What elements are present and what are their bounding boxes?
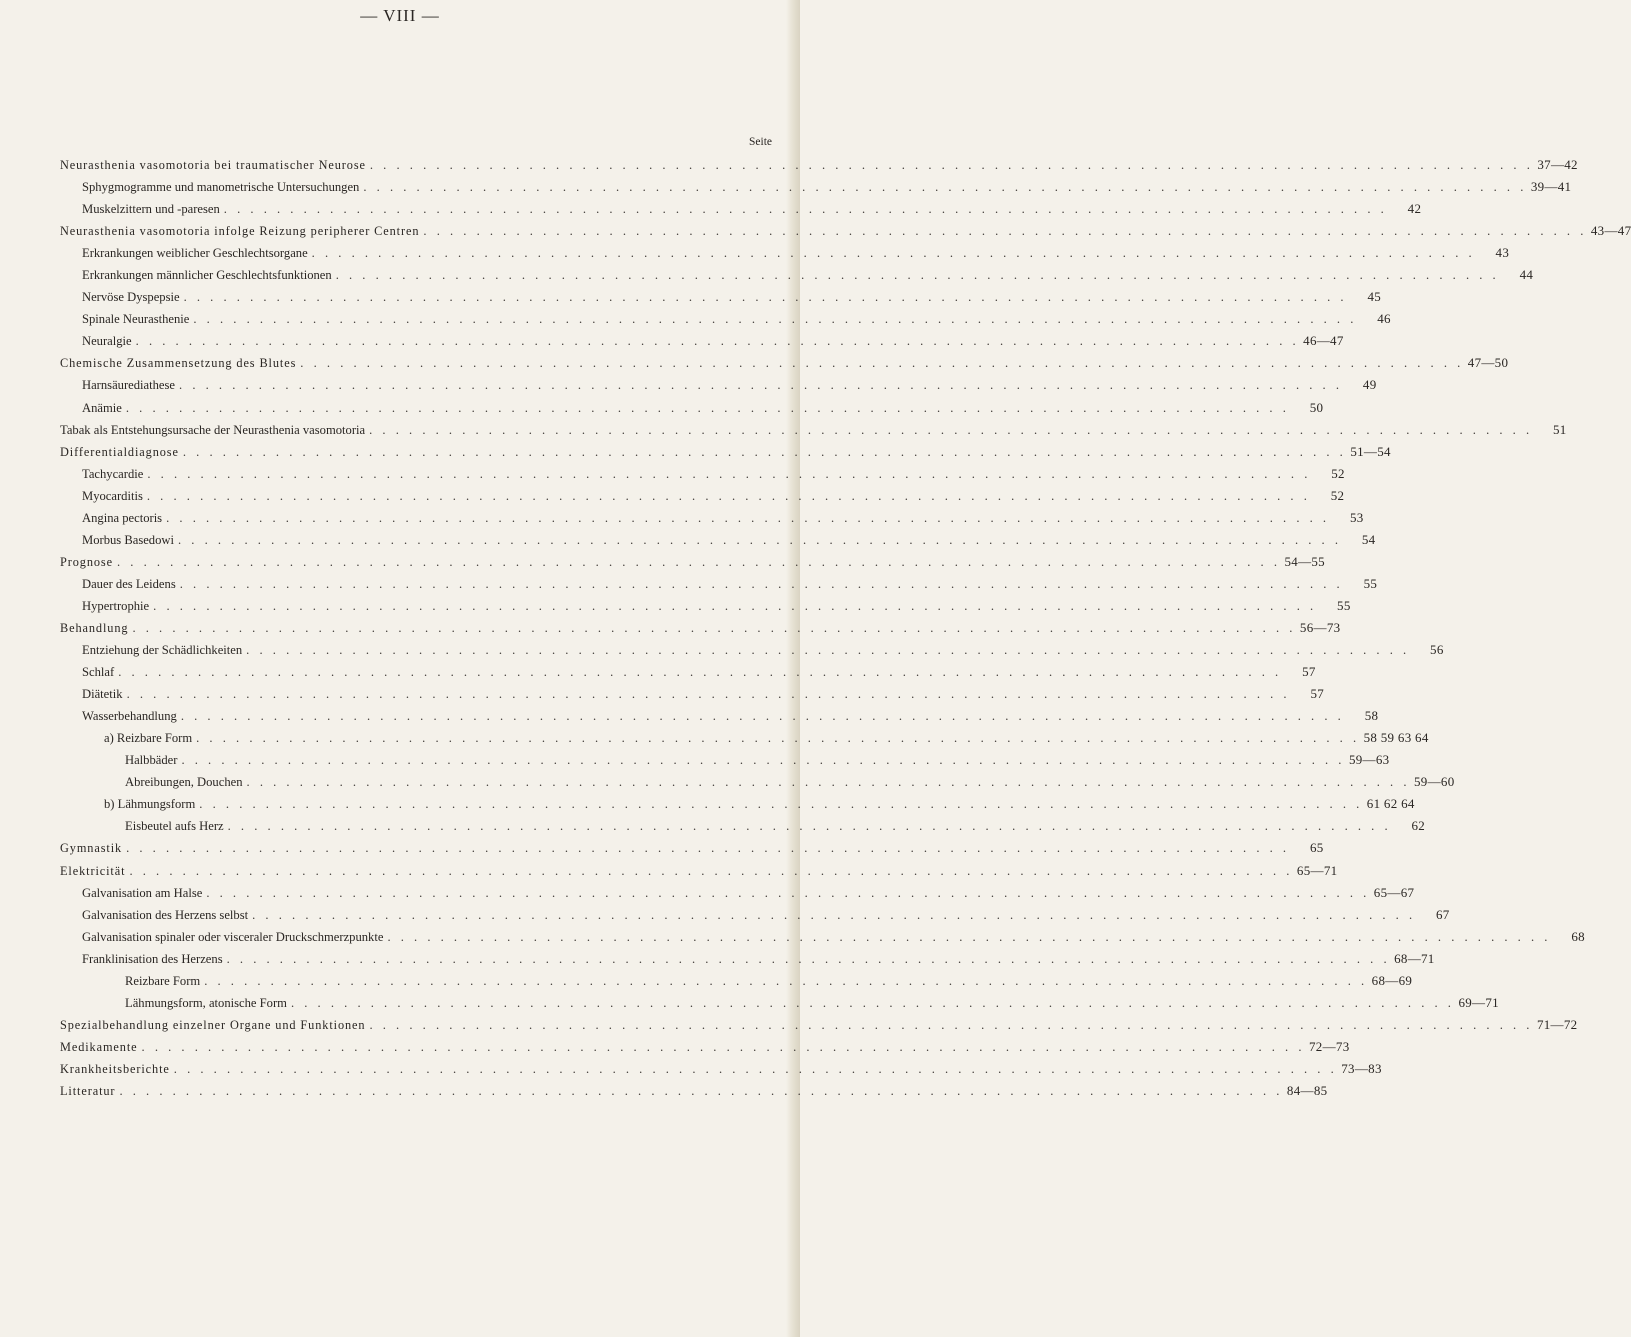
toc-entry-title: Galvanisation am Halse bbox=[82, 885, 203, 900]
toc-entry bbox=[60, 595, 1351, 617]
toc-entry-page: 68—69 bbox=[1371, 972, 1413, 988]
toc-entry-page: 55 bbox=[1363, 575, 1378, 591]
dot-leader bbox=[369, 1014, 1532, 1036]
toc-entry-page: 44 bbox=[1519, 267, 1534, 283]
toc-entry-title: Neuralgie bbox=[82, 334, 132, 349]
toc-entry bbox=[60, 617, 1341, 639]
toc-entry-page: 43 bbox=[1495, 245, 1510, 261]
toc-entry bbox=[60, 639, 1444, 661]
toc-entry-title: Spinale Neurasthenie bbox=[82, 312, 190, 327]
toc-entry-title: Eisbeutel aufs Herz bbox=[125, 819, 224, 834]
toc-entry-page: 56 bbox=[1430, 642, 1444, 658]
toc-entry bbox=[60, 308, 1391, 330]
dot-leader bbox=[118, 661, 1281, 683]
toc-entry-title: Harnsäurediathese bbox=[82, 378, 176, 393]
dot-leader bbox=[136, 330, 1299, 352]
toc-entry bbox=[60, 330, 1344, 352]
toc-entry-page: 72—73 bbox=[1309, 1038, 1350, 1054]
toc-entry bbox=[60, 837, 1324, 859]
toc-entry bbox=[60, 970, 1413, 992]
toc-entry-title: Litteratur bbox=[60, 1083, 116, 1098]
toc-entry-title: Angina pectoris bbox=[82, 510, 163, 525]
toc-entry bbox=[60, 1014, 1578, 1036]
toc-entry-title: Elektricität bbox=[60, 863, 126, 878]
toc-entry bbox=[60, 793, 1415, 815]
toc-entry-page: 68—71 bbox=[1394, 950, 1435, 966]
toc-entry-title: Morbus Basedowi bbox=[82, 532, 174, 547]
toc-entry-title: Neurasthenia vasomotoria infolge Reizung peripherer Centren bbox=[60, 224, 420, 239]
dot-leader bbox=[204, 970, 1367, 992]
toc-entry-title: Prognose bbox=[60, 554, 113, 569]
toc-entry-page: 56—73 bbox=[1299, 619, 1341, 635]
dot-leader bbox=[142, 1036, 1305, 1058]
toc-entry-title: Sphygmogramme und manometrische Untersuchungen bbox=[82, 180, 360, 195]
toc-entry bbox=[60, 485, 1345, 507]
dot-leader bbox=[387, 926, 1550, 948]
toc-entry bbox=[60, 948, 1435, 970]
toc-entry bbox=[60, 882, 1415, 904]
toc-entry-title: Tabak als Entstehungsursache der Neurasthenia vasomotoria bbox=[60, 422, 366, 437]
toc-entry-page: 84—85 bbox=[1286, 1082, 1328, 1098]
toc-entry-page: 65—71 bbox=[1296, 862, 1338, 878]
toc-entry-page: 47—50 bbox=[1467, 355, 1509, 371]
toc-entry bbox=[60, 683, 1325, 705]
toc-entry-page: 46—47 bbox=[1303, 333, 1344, 349]
toc-entry bbox=[60, 374, 1377, 396]
toc-entry bbox=[60, 705, 1379, 727]
toc-entry bbox=[60, 860, 1338, 882]
dot-leader bbox=[423, 220, 1586, 242]
toc-entry-title: Hypertrophie bbox=[82, 598, 150, 613]
dot-leader bbox=[117, 551, 1280, 573]
toc-entry bbox=[60, 419, 1567, 441]
dot-leader bbox=[153, 595, 1316, 617]
dot-leader bbox=[312, 242, 1475, 264]
toc-entry-page: 58 59 63 64 bbox=[1363, 730, 1429, 746]
toc-entry-title: Gymnastik bbox=[60, 841, 123, 856]
toc-entry bbox=[60, 992, 1499, 1014]
dot-leader bbox=[127, 683, 1290, 705]
toc-entry-title: Muskelzittern und -paresen bbox=[82, 202, 220, 217]
dot-leader bbox=[300, 352, 1463, 374]
toc-entry bbox=[60, 242, 1510, 264]
toc-entry bbox=[60, 264, 1534, 286]
toc-entry-page: 51 bbox=[1553, 421, 1567, 437]
toc-entry bbox=[60, 1058, 1382, 1080]
toc-entry bbox=[60, 529, 1376, 551]
dot-leader bbox=[180, 573, 1343, 595]
toc-entry-page: 71—72 bbox=[1536, 1016, 1578, 1032]
toc-entry-title: Krankheitsberichte bbox=[60, 1061, 170, 1076]
dot-leader bbox=[369, 419, 1532, 441]
toc-entry-page: 68 bbox=[1571, 928, 1585, 944]
dot-leader bbox=[181, 705, 1344, 727]
toc-entry-title: b) Lähmungsform bbox=[104, 797, 196, 812]
dot-leader bbox=[363, 176, 1526, 198]
toc-entry bbox=[60, 1080, 1328, 1102]
toc-entry bbox=[60, 441, 1391, 463]
toc-entry-title: Entziehung der Schädlichkeiten bbox=[82, 643, 243, 658]
toc-entry-title: Galvanisation des Herzens selbst bbox=[82, 907, 249, 922]
toc-entry bbox=[60, 176, 1572, 198]
toc-entry bbox=[60, 507, 1364, 529]
toc-entry bbox=[60, 749, 1390, 771]
dot-leader bbox=[291, 992, 1454, 1014]
toc-entry-title: Franklinisation des Herzens bbox=[82, 951, 223, 966]
toc-entry-page: 52 bbox=[1331, 465, 1345, 481]
toc-entry-page: 61 62 64 bbox=[1366, 796, 1415, 812]
toc-entry-page: 59—60 bbox=[1414, 774, 1455, 790]
toc-entry-page: 67 bbox=[1436, 906, 1450, 922]
toc-entry-page: 65 bbox=[1309, 840, 1324, 856]
toc-entry-title: Abreibungen, Douchen bbox=[125, 775, 243, 790]
toc-entry-title: Reizbare Form bbox=[125, 973, 201, 988]
toc-entry bbox=[60, 904, 1450, 926]
toc-entry bbox=[60, 220, 1631, 242]
toc-entry-page: 45 bbox=[1367, 289, 1382, 305]
toc-entry-title: Erkrankungen männlicher Geschlechtsfunktionen bbox=[82, 268, 332, 283]
dot-leader bbox=[132, 617, 1295, 639]
toc-entry-page: 59—63 bbox=[1348, 752, 1390, 768]
toc-entry bbox=[60, 771, 1455, 793]
dot-leader bbox=[166, 507, 1329, 529]
toc-entry-page: 53 bbox=[1349, 509, 1364, 525]
dot-leader bbox=[228, 815, 1391, 837]
toc-entry bbox=[60, 154, 1578, 176]
toc-entry-page: 54 bbox=[1361, 531, 1376, 547]
toc-entry bbox=[60, 727, 1429, 749]
dot-leader bbox=[252, 904, 1415, 926]
dot-leader bbox=[119, 1080, 1282, 1102]
toc-entry-title: Dauer des Leidens bbox=[82, 576, 176, 591]
dot-leader bbox=[336, 264, 1499, 286]
dot-leader bbox=[178, 529, 1341, 551]
toc-entry-title: Myocarditis bbox=[82, 488, 143, 503]
toc-entry bbox=[60, 198, 1422, 220]
dot-leader bbox=[370, 154, 1533, 176]
toc-entry bbox=[60, 463, 1345, 485]
toc-entry-title: Wasserbehandlung bbox=[82, 709, 177, 724]
toc-entry-title: Schlaf bbox=[82, 665, 115, 680]
toc-entry-title: Neurasthenia vasomotoria bei traumatischer Neurose bbox=[60, 158, 366, 172]
toc-entry-page: 65—67 bbox=[1373, 884, 1415, 900]
dot-leader bbox=[129, 860, 1292, 882]
toc-entry-title: Diätetik bbox=[82, 687, 123, 702]
toc-entry-title: a) Reizbare Form bbox=[104, 731, 193, 746]
toc-entry-page: 57 bbox=[1302, 664, 1316, 680]
toc-entry-page: 55 bbox=[1337, 597, 1351, 613]
dot-leader bbox=[193, 308, 1356, 330]
running-header: — VIII — bbox=[360, 6, 440, 25]
toc-entry-title: Differentialdiagnose bbox=[60, 444, 179, 459]
dot-leader bbox=[224, 198, 1387, 220]
toc-entry-title: Medikamente bbox=[60, 1039, 138, 1054]
dot-leader bbox=[227, 948, 1390, 970]
dot-leader bbox=[196, 727, 1359, 749]
dot-leader bbox=[126, 397, 1289, 419]
toc-entry-page: 50 bbox=[1309, 399, 1324, 415]
toc-entry-page: 58 bbox=[1364, 708, 1379, 724]
toc-entry-title: Lähmungsform, atonische Form bbox=[125, 995, 287, 1010]
toc-entry bbox=[60, 286, 1382, 308]
dot-leader bbox=[199, 793, 1362, 815]
toc-entry bbox=[60, 573, 1378, 595]
toc-entry bbox=[60, 397, 1324, 419]
dot-leader bbox=[147, 463, 1310, 485]
toc-entry-page: 43—47 bbox=[1590, 223, 1631, 239]
toc-entry bbox=[60, 926, 1585, 948]
toc-entry-title: Behandlung bbox=[60, 620, 129, 635]
dot-leader bbox=[126, 837, 1289, 859]
toc-entry-page: 54—55 bbox=[1284, 553, 1325, 569]
toc-entry-title: Spezialbehandlung einzelner Organe und Funktionen bbox=[60, 1017, 366, 1032]
toc-entry-page: 46 bbox=[1377, 311, 1391, 327]
toc-entry-page: 51—54 bbox=[1350, 443, 1391, 459]
toc-entry-page: 42 bbox=[1407, 201, 1422, 217]
toc-entry-title: Halbbäder bbox=[125, 753, 178, 768]
page-column-label: Seite bbox=[749, 136, 772, 148]
toc-entry-page: 57 bbox=[1310, 686, 1325, 702]
toc-entry-title: Chemische Zusammensetzung des Blutes bbox=[60, 356, 297, 371]
toc-entry-page: 69—71 bbox=[1458, 994, 1499, 1010]
dot-leader bbox=[206, 882, 1369, 904]
toc-entry-title: Galvanisation spinaler oder visceraler Druckschmerzpunkte bbox=[82, 929, 384, 944]
toc-entry-title: Nervöse Dyspepsie bbox=[82, 290, 180, 305]
dot-leader bbox=[247, 771, 1410, 793]
toc-entry-page: 62 bbox=[1411, 818, 1426, 834]
dot-leader bbox=[184, 286, 1347, 308]
toc-entry-page: 37—42 bbox=[1537, 157, 1578, 172]
dot-leader bbox=[181, 749, 1344, 771]
toc-entry-page: 73—83 bbox=[1341, 1060, 1382, 1076]
toc-entry bbox=[60, 1036, 1350, 1058]
toc-entry-title: Tachycardie bbox=[82, 466, 144, 481]
dot-leader bbox=[179, 374, 1342, 396]
toc-entry bbox=[60, 815, 1426, 837]
dot-leader bbox=[246, 639, 1409, 661]
toc-entry-title: Anämie bbox=[82, 400, 122, 415]
toc-entry bbox=[60, 352, 1509, 374]
dot-leader bbox=[174, 1058, 1337, 1080]
toc-entry bbox=[60, 661, 1316, 683]
dot-leader bbox=[147, 485, 1310, 507]
toc-entry-title: Erkrankungen weiblicher Geschlechtsorgane bbox=[82, 246, 308, 261]
table-of-contents bbox=[60, 154, 1631, 1102]
dot-leader bbox=[183, 441, 1346, 463]
toc-entry-page: 39—41 bbox=[1530, 179, 1572, 195]
toc-entry-page: 49 bbox=[1362, 377, 1377, 393]
toc-entry bbox=[60, 551, 1325, 573]
toc-entry-page: 52 bbox=[1330, 487, 1345, 503]
